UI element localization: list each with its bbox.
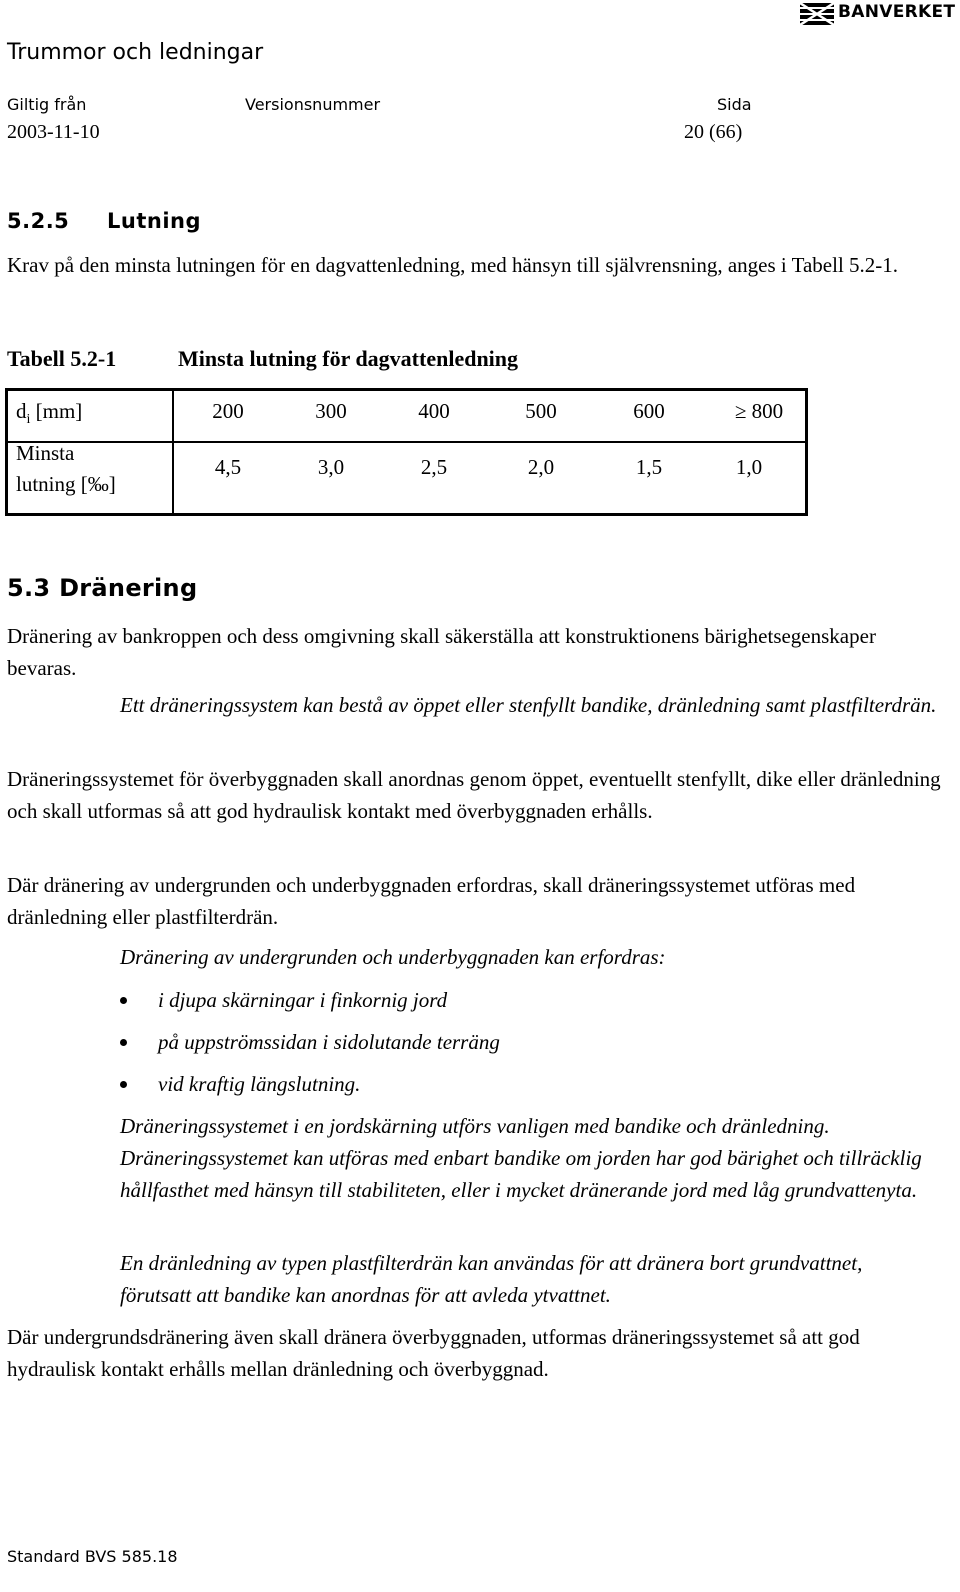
table-diameter-cell: 200 [212, 399, 244, 423]
bullet-icon [120, 1039, 127, 1046]
page-label: Sida [717, 95, 752, 114]
logo-text: BANVERKET [838, 2, 956, 22]
table-slope-cell: 4,5 [214, 455, 242, 479]
table-slope-cell: 3,0 [317, 455, 345, 479]
section-53-p2: Ett dräneringssystem kan bestå av öppet eller stenfyllt bandike, dränledning samt plastfilterdrän. [120, 693, 937, 717]
section-53-title: Dränering [59, 574, 198, 602]
bullet-icon [120, 997, 127, 1004]
footer-standard: Standard BVS 585.18 [7, 1547, 178, 1566]
valid-from-value: 2003-11-10 [7, 121, 100, 143]
table-slope-cell: 2,5 [420, 455, 448, 479]
slope-table [5, 388, 808, 516]
table-diameter-cell: 500 [525, 399, 557, 423]
section-525-body: Krav på den minsta lutningen för en dagvattenledning, med hänsyn till självrensning, anges i Tabell 5.2-1. [7, 253, 899, 277]
page-value: 20 (66) [684, 121, 743, 143]
section-525-title: Lutning [107, 209, 202, 233]
section-525-heading [7, 209, 201, 233]
section-53-number: 5.3 [7, 574, 51, 602]
table-row2-label: Minsta lutning [‰] [16, 441, 116, 496]
table-diameter-cell: 300 [315, 399, 347, 423]
section-53-p6: Dräneringssystemet i en jordskärning utförs vanligen med bandike och dränledning. Dräneringssystemet kan utföras med enbart bandike om jorden har god bärighet och tillräcklig hållfasthet med hänsyn till stabiliteten, eller i mycket dränerande jord med låg grundvattenyta. [120, 1114, 922, 1202]
table-horizontal-divider [8, 441, 805, 443]
table-caption-title: Minsta lutning för dagvattenledning [178, 346, 519, 371]
section-53-p1: Dränering av bankroppen och dess omgivning skall säkerställa att konstruktionens bärighetsegenskaper bevaras. [7, 624, 876, 680]
table-diameter-cell: ≥ 800 [734, 399, 784, 423]
table-row1-label: $d_i$ [mm] [16, 399, 83, 428]
section-53-heading [7, 574, 197, 602]
table-caption-number: Tabell 5.2-1 [7, 346, 117, 371]
document-title: Trummor och ledningar [7, 40, 264, 65]
banverket-flag-icon [800, 3, 834, 25]
section-53-p4: Där dränering av undergrunden och underbyggnaden erfordras, skall dräneringssystemet utföras med dränledning eller plastfilterdrän. [7, 873, 856, 929]
valid-from-label: Giltig från [7, 95, 87, 114]
section-53-p3: Dräneringssystemet för överbyggnaden skall anordnas genom öppet, eventuellt stenfyllt, dike eller dränledning och skall utformas så att god hydraulisk kontakt med överbyggnaden erhålls. [7, 767, 941, 823]
section-53-p7: En dränledning av typen plastfilterdrän kan användas för att dränera bort grundvattnet, förutsatt att bandike kan anordnas för att avleda ytvattnet. [120, 1251, 863, 1307]
table-slope-cell: 1,5 [635, 455, 663, 479]
table-vertical-divider [172, 391, 174, 513]
table-slope-cell: 2,0 [527, 455, 555, 479]
bullet-icon [120, 1081, 127, 1088]
section-53-p8: Där undergrundsdränering även skall dränera överbyggnaden, utformas dräneringssystemet så att god hydraulisk kontakt erhålls mellan dränledning och överbyggnad. [7, 1325, 860, 1381]
table-diameter-cell: 400 [418, 399, 450, 423]
bullet-item: vid kraftig längslutning. [158, 1072, 361, 1096]
bullet-item: i djupa skärningar i finkornig jord [158, 988, 448, 1012]
table-slope-cell: 1,0 [735, 455, 763, 479]
bullet-item: på uppströmssidan i sidolutande terräng [158, 1030, 500, 1054]
section-53-p5: Dränering av undergrunden och underbyggnaden kan erfordras: [120, 945, 666, 969]
section-525-number: 5.2.5 [7, 209, 70, 233]
version-label: Versionsnummer [245, 95, 381, 114]
table-diameter-cell: 600 [633, 399, 665, 423]
